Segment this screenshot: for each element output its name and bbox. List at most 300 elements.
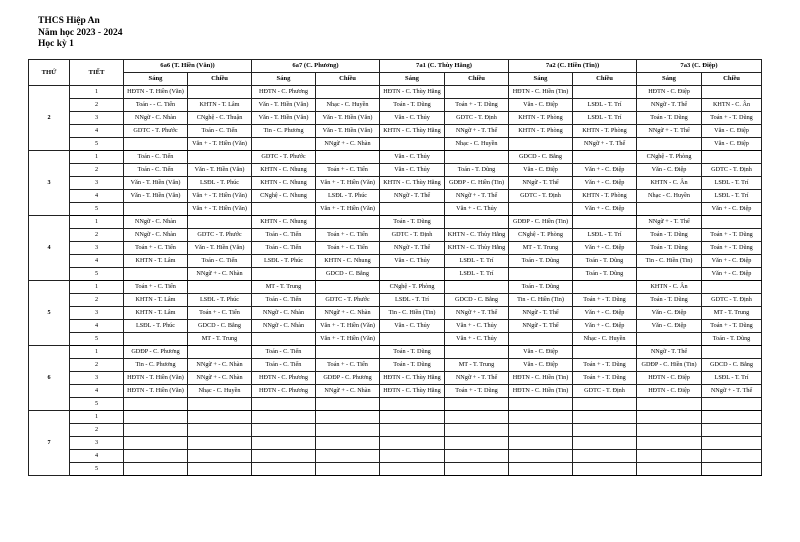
lesson-cell [573,424,637,437]
lesson-cell: GDTC - T. Định [702,164,762,177]
lesson-cell: NNgữ - C. Nhàn [124,229,188,242]
lesson-cell: NNgữ + - T. Thể [637,216,702,229]
period-number: 4 [70,385,124,398]
period-number: 4 [70,255,124,268]
lesson-cell: Toán - T. Dũng [637,229,702,242]
class-header: 7a2 (C. Hiền (Tin)) [509,60,637,73]
lesson-cell [316,151,380,164]
lesson-cell: MT - T. Trung [252,281,316,294]
lesson-cell: Văn + - C. Điệp [573,307,637,320]
timetable-row [29,151,762,164]
lesson-cell: NNgữ - T. Thể [509,307,573,320]
lesson-cell: GDĐP - C. Phương [124,346,188,359]
lesson-cell: LSĐL - T. Trí [702,177,762,190]
lesson-cell [445,151,509,164]
lesson-cell: NNgữ - C. Nhàn [252,320,316,333]
lesson-cell: Toán - C. Tiến [124,151,188,164]
lesson-cell: LSĐL - T. Trí [573,112,637,125]
lesson-cell [188,411,252,424]
lesson-cell: GDTC - T. Phước [188,229,252,242]
lesson-cell [573,398,637,411]
lesson-cell: HĐTN - T. Hiền (Văn) [124,385,188,398]
lesson-cell: Toán - C. Tiến [252,359,316,372]
timetable-row [29,229,762,242]
lesson-cell: Tin - C. Hiền (Tin) [637,255,702,268]
timetable-row [29,255,762,268]
lesson-cell [124,398,188,411]
lesson-cell [316,424,380,437]
lesson-cell [380,450,445,463]
lesson-cell: KHTN - C. Nhung [252,164,316,177]
lesson-cell [509,138,573,151]
lesson-cell: KHTN - C. Thùy Hằng [445,229,509,242]
lesson-cell [702,463,762,476]
lesson-cell [445,424,509,437]
lesson-cell [316,437,380,450]
lesson-cell: CNghệ - T. Phòng [637,151,702,164]
lesson-cell [316,86,380,99]
lesson-cell: Văn - C. Điệp [509,164,573,177]
lesson-cell: LSĐL - T. Trí [445,268,509,281]
period-number: 1 [70,346,124,359]
sang-header: Sáng [637,73,702,86]
lesson-cell [637,333,702,346]
lesson-cell: Văn + - C. Thủy [445,203,509,216]
lesson-cell: GDĐP - C. Hiền (Tin) [445,177,509,190]
lesson-cell: Toán - - C. Tiến [124,99,188,112]
lesson-cell [509,463,573,476]
timetable [28,59,762,476]
lesson-cell: Toán + - T. Dũng [702,242,762,255]
lesson-cell [124,424,188,437]
lesson-cell [445,86,509,99]
lesson-cell: Văn - C. Điệp [509,359,573,372]
lesson-cell [252,411,316,424]
thu-header: THỨ [29,60,70,86]
lesson-cell: LSĐL - T. Trí [573,229,637,242]
lesson-cell [188,450,252,463]
lesson-cell: GDTC - T. Phước [316,294,380,307]
lesson-cell [702,346,762,359]
lesson-cell [188,424,252,437]
lesson-cell: Toán - C. Tiến [252,294,316,307]
lesson-cell: KHTN - C. Thùy Hằng [380,177,445,190]
lesson-cell: Văn - C. Điệp [637,307,702,320]
lesson-cell [573,281,637,294]
class-header: 6a6 (T. Hiền (Văn)) [124,60,252,73]
period-number: 2 [70,359,124,372]
period-number: 2 [70,424,124,437]
period-number: 5 [70,268,124,281]
lesson-cell [124,437,188,450]
lesson-cell [445,411,509,424]
lesson-cell [380,463,445,476]
lesson-cell: Toán - T. Dũng [380,346,445,359]
lesson-cell: KHTN - T. Phòng [509,112,573,125]
lesson-cell: HĐTN - C. Hiền (Tin) [509,385,573,398]
lesson-cell: Toán - C. Tiến [252,346,316,359]
lesson-cell: Toán - C. Tiến [188,125,252,138]
lesson-cell [573,450,637,463]
tiet-header: TIẾT [70,60,124,86]
chieu-header: Chiều [188,73,252,86]
lesson-cell: Toán + - T. Dũng [445,99,509,112]
lesson-cell: HĐTN - T. Hiền (Văn) [124,86,188,99]
lesson-cell [637,437,702,450]
lesson-cell: KHTN - T. Phòng [573,125,637,138]
lesson-cell: Văn + - C. Điệp [573,242,637,255]
lesson-cell: LSĐL - T. Phúc [188,294,252,307]
lesson-cell [509,450,573,463]
lesson-cell: Toán - T. Dũng [380,359,445,372]
day-label: 3 [29,151,70,216]
lesson-cell: Văn + - C. Điệp [702,268,762,281]
lesson-cell [509,203,573,216]
timetable-row [29,177,762,190]
lesson-cell: HĐTN - C. Điệp [637,372,702,385]
lesson-cell: MT - T. Trung [702,307,762,320]
lesson-cell: NNgữ - T. Thể [380,190,445,203]
lesson-cell: NNgữ + - C. Nhàn [188,359,252,372]
timetable-row [29,333,762,346]
lesson-cell: Toán - C. Tiến [252,229,316,242]
lesson-cell: NNgữ - T. Thể [637,99,702,112]
lesson-cell: NNgữ - C. Nhàn [124,112,188,125]
lesson-cell [124,333,188,346]
lesson-cell: KHTN - T. Lâm [124,255,188,268]
lesson-cell: Toán + - T. Dũng [573,372,637,385]
period-number: 2 [70,294,124,307]
timetable-row [29,424,762,437]
timetable-row [29,307,762,320]
lesson-cell [445,281,509,294]
lesson-cell [702,398,762,411]
lesson-cell: HĐTN - C. Phương [252,372,316,385]
lesson-cell [445,463,509,476]
lesson-cell [702,281,762,294]
day-label: 7 [29,411,70,476]
lesson-cell: KHTN - C. Thùy Hằng [445,242,509,255]
period-number: 1 [70,411,124,424]
lesson-cell: Toán + - C. Tiến [124,242,188,255]
lesson-cell: Toán - T. Dũng [445,164,509,177]
period-number: 4 [70,190,124,203]
term: Học kỳ 1 [38,39,74,49]
timetable-row [29,463,762,476]
lesson-cell [380,203,445,216]
day-label: 6 [29,346,70,411]
lesson-cell: Văn + - C. Thủy [445,320,509,333]
lesson-cell: NNgữ + - T. Thể [637,125,702,138]
sang-header: Sáng [509,73,573,86]
lesson-cell [124,463,188,476]
session-header-row [29,73,762,86]
lesson-cell: GDCD - C. Bằng [188,320,252,333]
lesson-cell: Văn - C. Thủy [380,151,445,164]
lesson-cell: Toán + - C. Tiến [316,242,380,255]
period-number: 3 [70,242,124,255]
lesson-cell: Văn - C. Thủy [380,164,445,177]
lesson-cell: NNgữ - T. Thể [509,177,573,190]
lesson-cell [445,216,509,229]
lesson-cell: NNgữ - C. Nhàn [252,307,316,320]
lesson-cell: Văn + - C. Điệp [702,203,762,216]
lesson-cell: Toán - T. Dũng [637,112,702,125]
lesson-cell: HĐTN - C. Thùy Hằng [380,385,445,398]
lesson-cell: Toán + - T. Dũng [573,359,637,372]
lesson-cell: GDCD - C. Bằng [509,151,573,164]
lesson-cell: Toán + - T. Dũng [702,229,762,242]
lesson-cell [252,398,316,411]
lesson-cell: MT - T. Trung [509,242,573,255]
timetable-row [29,398,762,411]
lesson-cell: Văn + - C. Điệp [573,203,637,216]
lesson-cell: GDTC - T. Phước [124,125,188,138]
lesson-cell [445,450,509,463]
lesson-cell: CNghệ - C. Thuận [188,112,252,125]
class-header: 7a1 (C. Thùy Hằng) [380,60,509,73]
lesson-cell: Toán + - C. Tiến [124,281,188,294]
lesson-cell [252,138,316,151]
lesson-cell: KHTN - C. Nhung [252,177,316,190]
lesson-cell [380,424,445,437]
lesson-cell: NNgữ + - T. Thể [445,190,509,203]
lesson-cell: Toán - C. Tiến [252,242,316,255]
lesson-cell: Toán - T. Dũng [573,268,637,281]
lesson-cell: Văn + - C. Điệp [573,164,637,177]
lesson-cell: Toán - T. Dũng [573,255,637,268]
lesson-cell [637,450,702,463]
lesson-cell: Văn - T. Hiền (Văn) [124,190,188,203]
lesson-cell: Tin - C. Hiền (Tin) [509,294,573,307]
lesson-cell: NNgữ + - T. Thể [445,125,509,138]
timetable-row [29,138,762,151]
sang-header: Sáng [252,73,316,86]
lesson-cell: Văn - T. Hiền (Văn) [188,242,252,255]
lesson-cell [316,216,380,229]
lesson-cell [124,450,188,463]
lesson-cell [702,151,762,164]
period-number: 5 [70,333,124,346]
lesson-cell [316,281,380,294]
lesson-cell [124,203,188,216]
lesson-cell: Toán - T. Dũng [509,255,573,268]
lesson-cell [573,463,637,476]
lesson-cell: Toán - T. Dũng [380,216,445,229]
lesson-cell: Văn - C. Điệp [637,164,702,177]
timetable-row [29,359,762,372]
timetable-row [29,281,762,294]
lesson-cell: Văn + - T. Hiền (Văn) [316,177,380,190]
lesson-cell: LSĐL - T. Phúc [124,320,188,333]
period-number: 3 [70,177,124,190]
lesson-cell [637,424,702,437]
lesson-cell: Toán - C. Tiến [188,255,252,268]
lesson-cell [316,463,380,476]
lesson-cell: KHTN - C. Ân [637,177,702,190]
lesson-cell: GDĐP - C. Hiền (Tin) [509,216,573,229]
lesson-cell [702,86,762,99]
lesson-cell [252,437,316,450]
lesson-cell [252,424,316,437]
timetable-row [29,268,762,281]
lesson-cell: KHTN - T. Lâm [124,307,188,320]
lesson-cell: Văn + - T. Hiền (Văn) [188,190,252,203]
lesson-cell: Nhạc - C. Huyền [637,190,702,203]
lesson-cell: GDTC - T. Định [509,190,573,203]
lesson-cell: Văn - T. Hiền (Văn) [252,99,316,112]
lesson-cell [702,216,762,229]
lesson-cell: NNgữ + - T. Thể [573,138,637,151]
lesson-cell: LSĐL - T. Trí [573,99,637,112]
timetable-row [29,294,762,307]
lesson-cell: KHTN - C. Thùy Hằng [380,125,445,138]
lesson-cell: CNghệ - T. Phòng [380,281,445,294]
lesson-cell [252,268,316,281]
lesson-cell [573,346,637,359]
lesson-cell: GDĐP - C. Hiền (Tin) [637,359,702,372]
lesson-cell [380,333,445,346]
period-number: 2 [70,164,124,177]
lesson-cell [702,437,762,450]
lesson-cell [637,398,702,411]
lesson-cell: GDĐP - C. Phương [316,372,380,385]
lesson-cell: Toán + - T. Dũng [445,385,509,398]
lesson-cell: LSĐL - T. Phúc [316,190,380,203]
lesson-cell: Văn - C. Điệp [509,99,573,112]
sang-header: Sáng [124,73,188,86]
lesson-cell: NNgữ + - C. Nhàn [316,307,380,320]
lesson-cell: Nhạc - C. Huyền [316,99,380,112]
lesson-cell [509,437,573,450]
lesson-cell: HĐTN - C. Hiền (Tin) [509,372,573,385]
lesson-cell [188,86,252,99]
lesson-cell: Văn + - T. Hiền (Văn) [188,203,252,216]
day-label: 2 [29,86,70,151]
lesson-cell [509,268,573,281]
lesson-cell: Văn + - C. Thủy [445,333,509,346]
lesson-cell [637,463,702,476]
timetable-row [29,164,762,177]
period-number: 1 [70,86,124,99]
lesson-cell: Nhạc - C. Huyền [573,333,637,346]
lesson-cell: Văn - C. Điệp [702,125,762,138]
lesson-cell: Văn + - T. Hiền (Văn) [316,333,380,346]
lesson-cell [509,333,573,346]
lesson-cell [124,411,188,424]
chieu-header: Chiều [573,73,637,86]
lesson-cell [316,450,380,463]
lesson-cell: Tin - C. Phương [124,359,188,372]
lesson-cell: Toán + - T. Dũng [573,294,637,307]
lesson-cell: HĐTN - C. Điệp [637,385,702,398]
lesson-cell [445,437,509,450]
lesson-cell: Văn - C. Thủy [380,255,445,268]
timetable-row [29,320,762,333]
lesson-cell: Nhạc - C. Huyền [188,385,252,398]
lesson-cell: NNgữ + - T. Thể [702,385,762,398]
lesson-cell [188,346,252,359]
lesson-cell: Văn - T. Hiền (Văn) [188,164,252,177]
school-year: Năm học 2023 - 2024 [38,27,123,38]
lesson-cell: Văn - C. Điệp [702,138,762,151]
timetable-row [29,86,762,99]
lesson-cell [252,333,316,346]
lesson-cell [380,411,445,424]
lesson-cell [252,203,316,216]
lesson-cell [573,86,637,99]
lesson-cell: Toán - T. Dũng [637,242,702,255]
lesson-cell: NNgữ - T. Thể [509,320,573,333]
timetable-row [29,125,762,138]
class-header: 6a7 (C. Phương) [252,60,380,73]
lesson-cell: Toán + - C. Tiến [188,307,252,320]
lesson-cell: MT - T. Trung [445,359,509,372]
lesson-cell [509,398,573,411]
timetable-row [29,450,762,463]
lesson-cell [316,411,380,424]
lesson-cell: Văn + - C. Điệp [573,177,637,190]
lesson-cell: NNgữ + - C. Nhàn [316,138,380,151]
lesson-cell: Toán + - C. Tiến [316,229,380,242]
lesson-cell [445,346,509,359]
lesson-cell [573,151,637,164]
lesson-cell: MT - T. Trung [188,333,252,346]
period-number: 1 [70,151,124,164]
lesson-cell: CNghệ - T. Phòng [509,229,573,242]
day-label: 4 [29,216,70,281]
lesson-cell [316,398,380,411]
period-number: 5 [70,138,124,151]
lesson-cell: GDCD - C. Bằng [445,294,509,307]
lesson-cell: Toán + - T. Dũng [702,320,762,333]
lesson-cell [380,398,445,411]
lesson-cell [252,450,316,463]
lesson-cell: Văn + - T. Hiền (Văn) [188,138,252,151]
lesson-cell: Nhạc - C. Huyền [445,138,509,151]
lesson-cell: KHTN - C. Nhung [316,255,380,268]
lesson-cell: Văn + - C. Điệp [573,320,637,333]
lesson-cell [188,437,252,450]
period-number: 5 [70,398,124,411]
lesson-cell: NNgữ + - C. Nhàn [316,385,380,398]
period-number: 2 [70,229,124,242]
period-number: 3 [70,112,124,125]
timetable-body [29,86,762,476]
lesson-cell [380,268,445,281]
lesson-cell: Văn + - C. Điệp [702,255,762,268]
lesson-cell: KHTN - C. Nhung [252,216,316,229]
period-number: 3 [70,437,124,450]
lesson-cell [188,398,252,411]
lesson-cell [380,138,445,151]
lesson-cell: Văn - C. Điệp [509,346,573,359]
timetable-row [29,411,762,424]
timetable-row [29,112,762,125]
sang-header: Sáng [380,73,445,86]
lesson-cell [188,281,252,294]
lesson-cell [702,411,762,424]
lesson-cell [188,151,252,164]
lesson-cell: Toán + - C. Tiến [316,164,380,177]
timetable-row [29,242,762,255]
timetable-row [29,190,762,203]
school-name: THCS Hiệp An [38,16,100,26]
lesson-cell: Toán + - T. Dũng [702,112,762,125]
lesson-cell: LSĐL - T. Trí [380,294,445,307]
lesson-cell: Toán - T. Dũng [509,281,573,294]
lesson-cell: Văn - T. Hiền (Văn) [252,112,316,125]
